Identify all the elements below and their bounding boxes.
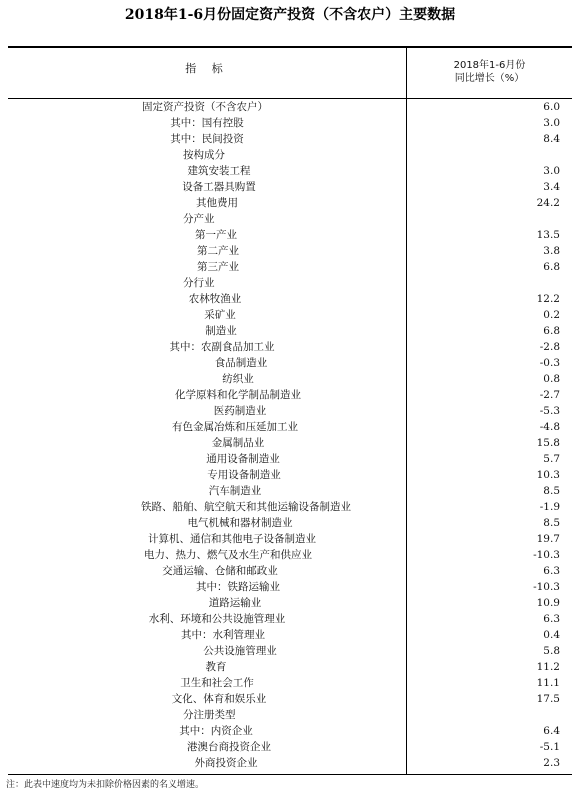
row-value: -2.8	[539, 341, 560, 353]
row-label: 港澳台商投资企业	[187, 741, 271, 753]
table-bottom-rule	[8, 774, 572, 775]
table-row	[8, 355, 572, 371]
row-value: 6.4	[543, 725, 560, 737]
row-value: 8.4	[543, 133, 560, 145]
row-value: 3.0	[543, 165, 560, 177]
row-label: 公共设施管理业	[203, 645, 277, 657]
row-value: 13.5	[536, 229, 560, 241]
table-row	[8, 435, 572, 451]
row-value: 0.4	[543, 629, 560, 641]
row-label: 采矿业	[204, 309, 236, 321]
row-value: 10.3	[536, 469, 560, 481]
row-value: 3.8	[543, 245, 560, 257]
row-value: 6.8	[543, 261, 560, 273]
table-row	[8, 147, 572, 163]
table-row	[8, 339, 572, 355]
row-label: 文化、体育和娱乐业	[171, 693, 267, 705]
row-label: 其中：民间投资	[170, 133, 244, 145]
row-label: 水利、环境和公共设施管理业	[148, 613, 286, 625]
row-value: 12.2	[536, 293, 560, 305]
table-row	[8, 451, 572, 467]
table-row	[8, 739, 572, 755]
row-label: 纺织业	[222, 373, 254, 385]
row-label: 有色金属冶炼和压延加工业	[172, 421, 298, 433]
row-label: 道路运输业	[208, 597, 262, 609]
table-row	[8, 115, 572, 131]
row-label: 其中：国有控股	[170, 117, 244, 129]
row-label: 专用设备制造业	[207, 469, 281, 481]
table-row	[8, 611, 572, 627]
row-value: 17.5	[536, 693, 560, 705]
table-row	[8, 691, 572, 707]
row-label: 医药制造业	[213, 405, 267, 417]
table-row	[8, 547, 572, 563]
row-value: 6.8	[543, 325, 560, 337]
table-row	[8, 275, 572, 291]
row-label: 分注册类型	[183, 709, 236, 721]
table-row	[8, 723, 572, 739]
row-label: 通用设备制造业	[206, 453, 280, 465]
row-label: 分产业	[183, 213, 215, 225]
row-value: 15.8	[536, 437, 560, 449]
row-value: -5.1	[539, 741, 560, 753]
row-label: 建筑安装工程	[187, 165, 251, 177]
row-value: 6.3	[543, 613, 560, 625]
data-table-body	[8, 99, 572, 771]
table-row	[8, 499, 572, 515]
row-label: 外商投资企业	[194, 757, 258, 769]
row-value: -5.3	[539, 405, 560, 417]
row-label: 设备工器具购置	[182, 181, 256, 193]
period-header: 2018年1-6月份	[453, 60, 526, 71]
table-row	[8, 211, 572, 227]
table-row	[8, 659, 572, 675]
row-value: 8.5	[543, 485, 560, 497]
row-value: 8.5	[543, 517, 560, 529]
table-row	[8, 163, 572, 179]
table-row	[8, 675, 572, 691]
table-row	[8, 595, 572, 611]
row-label: 其他费用	[196, 197, 238, 209]
footnote: 注：此表中速度均为未扣除价格因素的名义增速。	[6, 780, 205, 790]
row-value: 19.7	[536, 533, 560, 545]
row-label: 其中：水利管理业	[181, 629, 265, 641]
row-label: 计算机、通信和其他电子设备制造业	[148, 533, 316, 545]
row-value: 2.3	[543, 757, 560, 769]
row-label: 电力、热力、燃气及水生产和供应业	[144, 549, 312, 561]
table-row	[8, 387, 572, 403]
table-row	[8, 755, 572, 771]
row-label: 食品制造业	[214, 357, 268, 369]
table-row	[8, 227, 572, 243]
row-value: 3.0	[543, 117, 560, 129]
row-label: 教育	[205, 661, 227, 673]
table-row	[8, 371, 572, 387]
row-value: 3.4	[543, 181, 560, 193]
row-value: 11.2	[536, 661, 560, 673]
row-value: -2.7	[539, 389, 560, 401]
row-label: 化学原料和化学制品制造业	[175, 389, 301, 401]
row-label: 第二产业	[197, 245, 239, 257]
row-value: 10.9	[536, 597, 560, 609]
table-row	[8, 563, 572, 579]
row-value: 24.2	[536, 197, 560, 209]
table-row	[8, 403, 572, 419]
table-row	[8, 627, 572, 643]
page-title: 2018年1-6月份固定资产投资（不含农户）主要数据	[124, 7, 456, 23]
row-label: 固定资产投资（不含农户）	[142, 101, 268, 113]
row-value: -10.3	[533, 549, 560, 561]
row-value: 11.1	[536, 677, 560, 689]
row-value: 6.3	[543, 565, 560, 577]
table-row	[8, 307, 572, 323]
row-label: 卫生和社会工作	[180, 677, 254, 689]
row-label: 第三产业	[197, 261, 239, 273]
row-label: 铁路、船舶、航空航天和其他运输设备制造业	[141, 501, 351, 513]
row-value: -0.3	[539, 357, 560, 369]
row-value: 5.7	[543, 453, 560, 465]
row-value: 0.2	[543, 309, 560, 321]
table-row	[8, 291, 572, 307]
row-value: -4.8	[539, 421, 560, 433]
row-label: 分行业	[183, 277, 215, 289]
row-label: 电气机械和器材制造业	[187, 517, 293, 529]
row-label: 按构成分	[183, 149, 225, 161]
table-top-rule	[8, 46, 572, 48]
row-label: 其中：铁路运输业	[196, 581, 280, 593]
table-row	[8, 419, 572, 435]
table-row	[8, 195, 572, 211]
growth-header: 同比增长（%）	[454, 73, 525, 84]
table-row	[8, 531, 572, 547]
row-value: -10.3	[533, 581, 560, 593]
table-row	[8, 131, 572, 147]
table-row	[8, 515, 572, 531]
row-label: 其中：内资企业	[179, 725, 253, 737]
row-value: 6.0	[543, 101, 560, 113]
table-row	[8, 483, 572, 499]
row-value: -1.9	[539, 501, 560, 513]
table-row	[8, 707, 572, 723]
table-row	[8, 323, 572, 339]
table-row	[8, 643, 572, 659]
table-row	[8, 467, 572, 483]
table-row	[8, 243, 572, 259]
row-value: 0.8	[543, 373, 560, 385]
row-label: 第一产业	[195, 229, 237, 241]
row-label: 制造业	[205, 325, 237, 337]
table-row	[8, 259, 572, 275]
row-label: 其中：农副食品加工业	[169, 341, 275, 353]
row-label: 汽车制造业	[208, 485, 262, 497]
table-row	[8, 579, 572, 595]
table-row	[8, 179, 572, 195]
row-value: 5.8	[543, 645, 560, 657]
indicator-header: 指 标	[185, 62, 229, 75]
row-label: 金属制品业	[211, 437, 265, 449]
row-label: 农林牧渔业	[188, 293, 242, 305]
table-row	[8, 99, 572, 115]
row-label: 交通运输、仓储和邮政业	[162, 565, 278, 577]
